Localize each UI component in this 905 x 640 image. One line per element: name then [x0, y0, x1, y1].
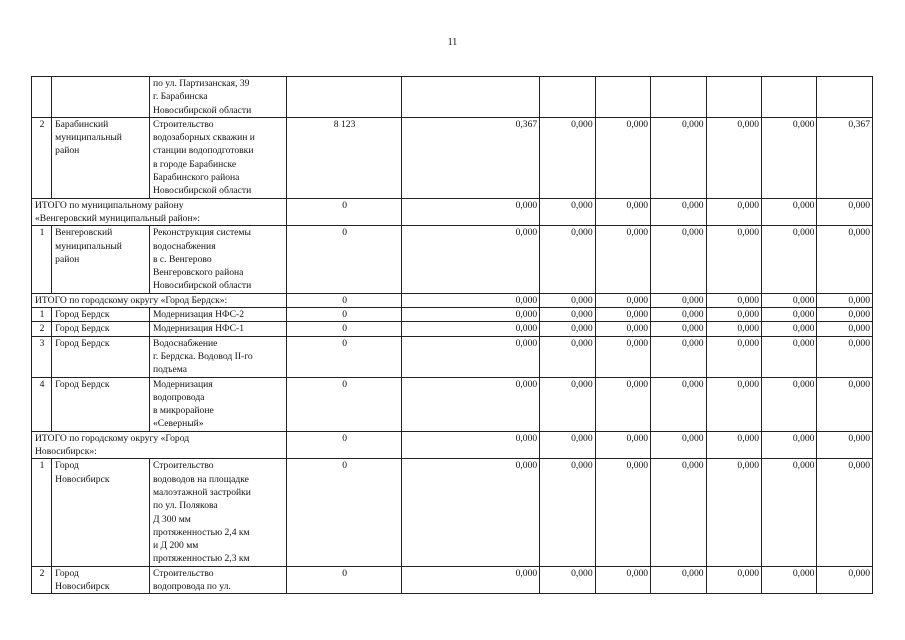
cell-text: 0,000	[848, 567, 870, 579]
cell-text: Реконструкция системы	[152, 227, 251, 239]
cell-text: 0,000	[848, 378, 870, 390]
district-name	[52, 226, 150, 293]
cell-text: Модернизация НФС-1	[152, 323, 245, 335]
cell-text: Модернизация	[152, 378, 213, 390]
amount-value	[540, 431, 595, 459]
amount-value	[402, 117, 540, 198]
amount-value	[540, 459, 595, 566]
cell-text: 0,000	[515, 460, 538, 472]
cell-text: 0,000	[792, 227, 815, 239]
cell-text: 0,000	[737, 432, 760, 444]
table-row	[32, 566, 873, 594]
amount-value	[706, 77, 761, 118]
amount-value	[651, 431, 706, 459]
cell-text: 0,000	[626, 337, 649, 349]
amount-value	[817, 459, 873, 566]
amount-value	[540, 322, 595, 336]
cell-text: 0,000	[681, 309, 704, 321]
cell-text: 0,000	[515, 567, 538, 579]
amount-value	[651, 459, 706, 566]
amount-value	[402, 377, 540, 431]
cell-text: по ул. Партизанская, 39	[152, 78, 250, 89]
cell-text: Город	[55, 460, 79, 472]
amount-value	[402, 459, 540, 566]
project-name	[149, 77, 286, 118]
cell-text: Город Бердск	[55, 323, 110, 335]
cell-text: 0,000	[681, 323, 704, 335]
cell-text: ИТОГО по муниципальному району	[35, 199, 184, 211]
amount-value	[762, 226, 817, 293]
cell-text: 0,000	[848, 309, 870, 321]
cell-text: Строительство	[152, 567, 214, 579]
cell-text: 0,000	[792, 118, 815, 130]
cell-text: 0,000	[848, 432, 870, 444]
cell-text: 0,000	[681, 567, 704, 579]
amount-value	[540, 293, 595, 307]
cell-text: 0,000	[792, 309, 815, 321]
amount-value	[817, 322, 873, 336]
total-label	[32, 293, 287, 307]
row-index	[32, 226, 52, 293]
cell-text: водозаборных скважин и	[152, 132, 255, 144]
cell-text: 0,000	[571, 378, 593, 390]
cell-text: 2	[39, 323, 45, 335]
cell-text: 0,000	[681, 199, 704, 211]
volume-value	[287, 566, 402, 594]
volume-value	[287, 431, 402, 459]
cell-text: 0	[342, 309, 347, 321]
cell-text: г. Бердска. Водовод II-го	[152, 350, 253, 362]
cell-text: 0,000	[792, 460, 815, 472]
amount-value	[402, 293, 540, 307]
volume-value	[287, 459, 402, 566]
cell-text: 0,367	[848, 118, 870, 130]
cell-text: Венгеровский	[55, 227, 113, 239]
cell-text: Новосибирской области	[152, 185, 252, 197]
amount-value	[540, 198, 595, 226]
cell-text: «Венгеровский муниципальный район»:	[35, 212, 201, 224]
cell-text: 0,000	[571, 309, 593, 321]
amount-value	[762, 293, 817, 307]
cell-text: 0	[342, 432, 347, 444]
amount-value	[595, 226, 650, 293]
cell-text: 0,000	[515, 227, 538, 239]
amount-value	[706, 459, 761, 566]
amount-value	[402, 431, 540, 459]
amount-value	[817, 308, 873, 322]
cell-text: Строительство	[152, 460, 214, 472]
amount-value	[706, 322, 761, 336]
cell-text: 0,000	[681, 460, 704, 472]
cell-text: 0,000	[515, 309, 538, 321]
total-row	[32, 198, 873, 226]
district-name	[52, 336, 150, 377]
amount-value	[595, 77, 650, 118]
amount-value	[540, 77, 595, 118]
cell-text: 2	[39, 118, 45, 130]
project-name	[149, 117, 286, 198]
project-name	[149, 336, 286, 377]
cell-text: Город Бердск	[55, 378, 110, 390]
amount-value	[706, 336, 761, 377]
cell-text: 0,000	[681, 118, 704, 130]
cell-text: водоводов на площадке	[152, 473, 249, 485]
amount-value	[595, 336, 650, 377]
cell-text: 0,000	[792, 567, 815, 579]
cell-text: 0	[342, 460, 347, 472]
cell-text: 0,000	[848, 460, 870, 472]
cell-text: в микрорайоне	[152, 405, 214, 417]
cell-text: Барабинский	[55, 118, 109, 130]
cell-text: Город Бердск	[55, 309, 110, 321]
cell-text: 1	[39, 460, 45, 472]
cell-text: 0,000	[515, 378, 538, 390]
table-row	[32, 308, 873, 322]
district-name	[52, 566, 150, 594]
amount-value	[595, 459, 650, 566]
amount-value	[540, 566, 595, 594]
cell-text: 0,000	[515, 432, 538, 444]
cell-text: 0	[342, 323, 347, 335]
cell-text: 0,000	[737, 567, 760, 579]
cell-text: 0,000	[737, 337, 760, 349]
cell-text: 1	[39, 227, 45, 239]
cell-text: район	[55, 145, 80, 157]
amount-value	[651, 117, 706, 198]
district-name	[52, 322, 150, 336]
cell-text: 0,000	[626, 432, 649, 444]
cell-text: 0	[342, 567, 347, 579]
cell-text: 0,000	[737, 378, 760, 390]
amount-value	[706, 198, 761, 226]
cell-text: ИТОГО по городскому округу «Город	[35, 432, 190, 444]
volume-value	[287, 198, 402, 226]
cell-text: 0,000	[515, 294, 538, 306]
total-row	[32, 293, 873, 307]
amount-value	[762, 77, 817, 118]
row-index	[32, 377, 52, 431]
amount-value	[402, 77, 540, 118]
cell-text: 0,000	[792, 432, 815, 444]
cell-text: район	[55, 253, 80, 265]
cell-text: 0,000	[737, 227, 760, 239]
district-name	[52, 77, 150, 118]
amount-value	[706, 431, 761, 459]
cell-text: в городе Барабинске	[152, 158, 237, 170]
cell-text: 0	[342, 199, 347, 211]
amount-value	[595, 566, 650, 594]
cell-text: 0,000	[792, 337, 815, 349]
cell-text: 0,000	[681, 432, 704, 444]
amount-value	[706, 293, 761, 307]
table-row	[32, 377, 873, 431]
amount-value	[817, 431, 873, 459]
amount-value	[402, 566, 540, 594]
cell-text: 0,000	[571, 118, 593, 130]
cell-text: Модернизация НФС-2	[152, 309, 245, 321]
project-name	[149, 566, 286, 594]
amount-value	[762, 377, 817, 431]
row-index	[32, 322, 52, 336]
amount-value	[817, 198, 873, 226]
cell-text: 0,000	[515, 337, 538, 349]
cell-text: по ул. Полякова	[152, 500, 218, 512]
amount-value	[817, 377, 873, 431]
cell-text: 0,000	[571, 294, 593, 306]
cell-text: Строительство	[152, 118, 214, 130]
amount-value	[762, 566, 817, 594]
amount-value	[595, 293, 650, 307]
row-index	[32, 77, 52, 118]
cell-text: 0,000	[571, 199, 593, 211]
row-index	[32, 336, 52, 377]
cell-text: Новосибирск	[55, 580, 110, 592]
cell-text: 0,000	[737, 460, 760, 472]
amount-value	[817, 226, 873, 293]
project-name	[149, 226, 286, 293]
district-name	[52, 377, 150, 431]
amount-value	[540, 308, 595, 322]
volume-value	[287, 117, 402, 198]
amount-value	[762, 459, 817, 566]
cell-text: 0,000	[626, 323, 649, 335]
volume-value	[287, 226, 402, 293]
cell-text: Водоснабжение	[152, 337, 218, 349]
project-name	[149, 377, 286, 431]
page-number: 11	[447, 37, 458, 48]
row-index	[32, 459, 52, 566]
amount-value	[402, 198, 540, 226]
cell-text: Д 300 мм	[152, 513, 191, 525]
project-name	[149, 459, 286, 566]
total-row	[32, 431, 873, 459]
row-index	[32, 566, 52, 594]
cell-text: 0,000	[848, 323, 870, 335]
table-row	[32, 322, 873, 336]
district-name	[52, 117, 150, 198]
amount-value	[651, 322, 706, 336]
cell-text: 0	[342, 294, 347, 306]
amount-value	[651, 198, 706, 226]
amount-value	[762, 117, 817, 198]
project-name	[149, 308, 286, 322]
volume-value	[287, 336, 402, 377]
row-index	[32, 308, 52, 322]
financing-table	[31, 76, 873, 594]
amount-value	[402, 322, 540, 336]
cell-text: 0,367	[515, 118, 538, 130]
cell-text: 0,000	[571, 323, 593, 335]
cell-text: 0,000	[626, 460, 649, 472]
amount-value	[540, 377, 595, 431]
amount-value	[595, 377, 650, 431]
cell-text: 0,000	[681, 227, 704, 239]
cell-text: 0,000	[515, 199, 538, 211]
amount-value	[402, 226, 540, 293]
amount-value	[651, 293, 706, 307]
total-label	[32, 198, 287, 226]
cell-text: водоснабжения	[152, 240, 216, 252]
cell-text: 0,000	[848, 337, 870, 349]
cell-text: Город Бердск	[55, 337, 110, 349]
amount-value	[651, 336, 706, 377]
cell-text: 0,000	[681, 378, 704, 390]
cell-text: в с. Венгерово	[152, 253, 212, 265]
amount-value	[817, 293, 873, 307]
cell-text: станции водоподготовки	[152, 145, 254, 157]
amount-value	[595, 117, 650, 198]
cell-text: 0	[342, 378, 347, 390]
amount-value	[706, 377, 761, 431]
cell-text: 0,000	[848, 294, 870, 306]
cell-text: малоэтажной застройки	[152, 486, 251, 498]
amount-value	[651, 377, 706, 431]
cell-text: протяженностью 2,4 км	[152, 526, 250, 538]
amount-value	[595, 308, 650, 322]
amount-value	[402, 336, 540, 377]
cell-text: водопровода по ул.	[152, 580, 231, 592]
cell-text: 0,000	[571, 337, 593, 349]
cell-text: ИТОГО по городскому округу «Город Бердск»:	[35, 294, 228, 306]
volume-value	[287, 77, 402, 118]
cell-text: 0,000	[571, 567, 593, 579]
amount-value	[651, 226, 706, 293]
cell-text: 0,000	[571, 227, 593, 239]
table-row	[32, 117, 873, 198]
amount-value	[762, 322, 817, 336]
table-row	[32, 77, 873, 118]
amount-value	[402, 308, 540, 322]
cell-text: Новосибирской области	[152, 280, 252, 292]
cell-text: муниципальный	[55, 132, 122, 144]
table-row	[32, 336, 873, 377]
cell-text: и Д 200 мм	[152, 540, 199, 552]
cell-text: 0,000	[571, 460, 593, 472]
cell-text: 0,000	[681, 294, 704, 306]
cell-text: 0,000	[848, 199, 870, 211]
row-index	[32, 117, 52, 198]
cell-text: 8 123	[333, 118, 356, 130]
total-label	[32, 431, 287, 459]
amount-value	[817, 117, 873, 198]
cell-text: подъема	[152, 364, 187, 376]
amount-value	[762, 336, 817, 377]
volume-value	[287, 308, 402, 322]
amount-value	[595, 322, 650, 336]
cell-text: Новосибирск»:	[35, 446, 97, 458]
cell-text: 0,000	[848, 227, 870, 239]
amount-value	[706, 566, 761, 594]
cell-text: г. Барабинска	[152, 91, 208, 103]
amount-value	[762, 308, 817, 322]
amount-value	[817, 336, 873, 377]
table-row	[32, 459, 873, 566]
amount-value	[762, 431, 817, 459]
district-name	[52, 459, 150, 566]
cell-text: 4	[39, 378, 45, 390]
amount-value	[651, 77, 706, 118]
amount-value	[651, 566, 706, 594]
cell-text: 0,000	[737, 309, 760, 321]
cell-text: 0,000	[626, 227, 649, 239]
amount-value	[540, 336, 595, 377]
cell-text: 0,000	[626, 567, 649, 579]
cell-text: 0,000	[515, 323, 538, 335]
cell-text: 0	[342, 337, 347, 349]
amount-value	[817, 566, 873, 594]
cell-text: 0	[342, 227, 347, 239]
amount-value	[595, 431, 650, 459]
cell-text: 0,000	[792, 294, 815, 306]
amount-value	[762, 198, 817, 226]
cell-text: 0,000	[792, 378, 815, 390]
cell-text: муниципальный	[55, 240, 122, 252]
amount-value	[817, 77, 873, 118]
cell-text: 0,000	[626, 118, 649, 130]
cell-text: 0,000	[626, 294, 649, 306]
cell-text: 1	[39, 309, 45, 321]
cell-text: протяженностью 2,3 км	[152, 553, 250, 565]
cell-text: 0,000	[571, 432, 593, 444]
table-row	[32, 226, 873, 293]
cell-text: 0,000	[792, 199, 815, 211]
cell-text: 2	[39, 567, 45, 579]
cell-text: 0,000	[626, 309, 649, 321]
cell-text: 3	[39, 337, 45, 349]
amount-value	[540, 117, 595, 198]
cell-text: Барабинского района	[152, 172, 240, 184]
cell-text: 0,000	[737, 323, 760, 335]
amount-value	[651, 308, 706, 322]
cell-text: Город	[55, 567, 79, 579]
cell-text: Венгеровского района	[152, 267, 244, 279]
volume-value	[287, 377, 402, 431]
cell-text: «Северный»	[152, 418, 204, 430]
cell-text: 0,000	[737, 294, 760, 306]
project-name	[149, 322, 286, 336]
cell-text: 0,000	[626, 199, 649, 211]
volume-value	[287, 293, 402, 307]
cell-text: 0,000	[737, 118, 760, 130]
cell-text: Новосибирской области	[152, 104, 252, 116]
cell-text: водопровода	[152, 391, 205, 403]
cell-text: Новосибирск	[55, 473, 110, 485]
volume-value	[287, 322, 402, 336]
cell-text: 0,000	[681, 337, 704, 349]
table-body	[32, 77, 873, 594]
cell-text: 0,000	[737, 199, 760, 211]
amount-value	[540, 226, 595, 293]
cell-text: 0,000	[626, 378, 649, 390]
amount-value	[706, 117, 761, 198]
amount-value	[706, 308, 761, 322]
cell-text: 0,000	[792, 323, 815, 335]
amount-value	[595, 198, 650, 226]
district-name	[52, 308, 150, 322]
amount-value	[706, 226, 761, 293]
